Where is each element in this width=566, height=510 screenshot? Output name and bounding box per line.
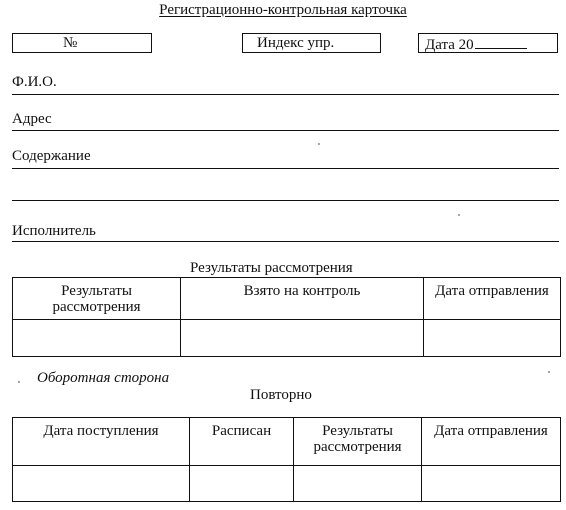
content-line xyxy=(12,168,559,169)
repeat-col-received-date: Дата поступления xyxy=(13,418,190,466)
address-label: Адрес xyxy=(12,111,52,127)
fio-label: Ф.И.О. xyxy=(12,74,57,90)
review-col-results: Результаты рассмотрения xyxy=(13,278,181,320)
repeat-cell-results xyxy=(294,466,422,502)
reverse-side-label: Оборотная сторона xyxy=(37,370,170,386)
repeat-col-results: Результаты рассмотрения xyxy=(294,418,422,466)
repeat-caption: Повторно xyxy=(250,387,312,403)
address-line xyxy=(12,130,559,131)
card-title: Регистрационно-контрольная карточка xyxy=(159,2,407,18)
content-line-2 xyxy=(12,200,559,201)
review-empty-row xyxy=(13,320,561,357)
date-box xyxy=(418,33,558,53)
number-box xyxy=(12,33,152,53)
content-label: Содержание xyxy=(12,148,91,164)
scan-speck xyxy=(18,381,20,383)
scan-speck xyxy=(548,371,550,373)
review-caption: Результаты рассмотрения xyxy=(190,260,353,276)
review-header-row xyxy=(13,278,561,320)
executor-line xyxy=(12,241,559,242)
repeat-col-assigned: Расписан xyxy=(190,418,294,466)
review-col-sent-date: Дата отправления xyxy=(424,278,561,320)
number-label: № xyxy=(63,35,78,51)
index-box xyxy=(242,33,381,53)
repeat-empty-row xyxy=(13,466,561,502)
repeat-header-row xyxy=(13,418,561,466)
index-label: Индекс упр. xyxy=(257,35,335,51)
executor-label: Исполнитель xyxy=(12,223,96,239)
repeat-cell-sent-date xyxy=(422,466,561,502)
repeat-cell-assigned xyxy=(190,466,294,502)
repeat-cell-received-date xyxy=(13,466,190,502)
date-blank-line xyxy=(475,34,527,49)
repeat-table xyxy=(12,417,561,502)
review-cell-results xyxy=(13,320,181,357)
repeat-col-sent-date: Дата отправления xyxy=(422,418,561,466)
date-label: Дата 20 xyxy=(425,37,474,53)
scan-speck xyxy=(318,143,320,145)
review-cell-control xyxy=(181,320,424,357)
review-cell-sent-date xyxy=(424,320,561,357)
scan-speck xyxy=(458,214,460,216)
fio-line xyxy=(12,94,559,95)
review-col-control: Взято на контроль xyxy=(181,278,424,320)
review-table xyxy=(12,277,561,357)
